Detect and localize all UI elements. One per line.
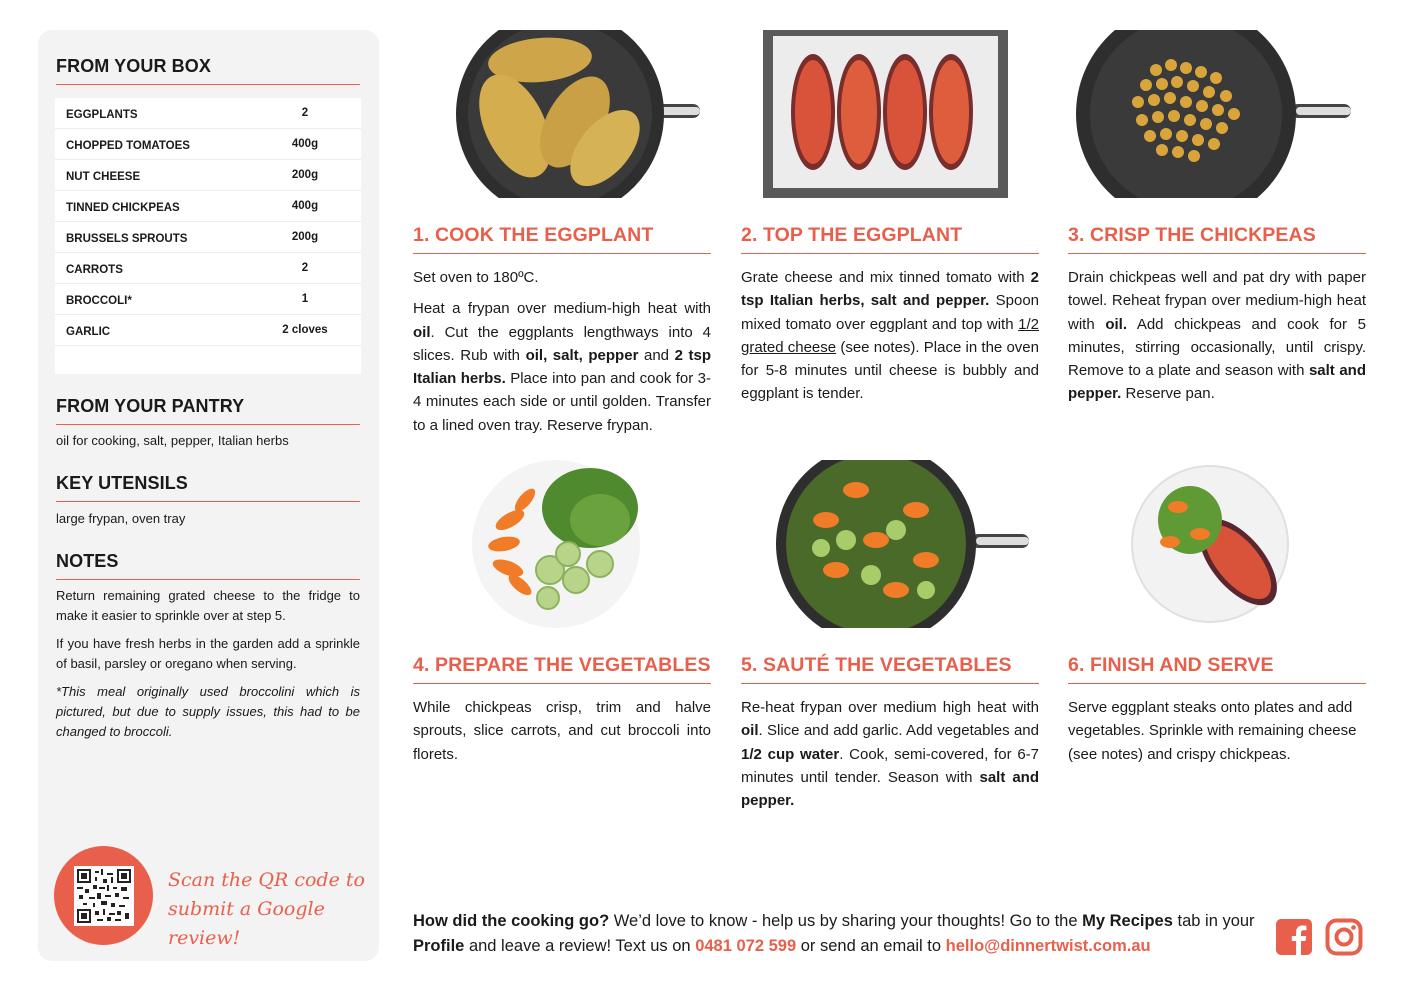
step-3-title: 3. CRISP THE CHICKPEAS — [1068, 224, 1366, 254]
step-4-body — [413, 696, 711, 774]
ingredient-name: BRUSSELS SPROUTS — [66, 233, 188, 245]
ingredient-qty: 2 — [301, 107, 309, 119]
step-1-title: 1. COOK THE EGGPLANT — [413, 224, 711, 254]
step-4-text: While chickpeas crisp, trim and halve sprouts, slice carrots, and cut broccoli into florets. — [413, 699, 711, 763]
profile-link[interactable]: Profile — [413, 937, 465, 955]
step-5-text: Re-heat frypan over medium high heat with oil. Slice and add garlic. Add vegetables and 1/2 cup water. Cook, semi-covered, for 6-7 minutes until tender. Season with salt and pepper. — [741, 699, 1040, 810]
ingredient-name: BROCCOLI* — [66, 295, 132, 307]
step-5-title: 5. SAUTÉ THE VEGETABLES — [741, 654, 1039, 684]
prepared-vegetables-photo — [470, 460, 642, 628]
finished-dish-photo — [1130, 462, 1290, 626]
facebook-icon[interactable] — [1275, 918, 1313, 956]
table-row — [55, 222, 361, 253]
ingredient-qty: 2 — [301, 262, 309, 274]
table-row — [55, 253, 361, 284]
note-paragraph: If you have fresh herbs in the garden add a sprinkle of basil, parsley or oregano when serving. — [56, 636, 360, 671]
step-1-text: Set oven to 180ºC. — [413, 269, 539, 286]
ingredient-qty: 1 — [301, 293, 309, 305]
utensils-text: large frypan, oven tray — [56, 511, 186, 526]
my-recipes-link[interactable]: My Recipes — [1082, 912, 1173, 930]
notes-body — [56, 586, 360, 750]
ingredient-name: GARLIC — [66, 326, 111, 338]
step-2-body — [741, 266, 1039, 414]
ingredient-name: NUT CHEESE — [66, 171, 141, 183]
topped-eggplant-tray-photo — [763, 30, 1008, 198]
ingredients-table — [55, 98, 361, 374]
step-3-text: Drain chickpeas well and pat dry with paper towel. Reheat frypan over medium-high heat with oil. Add chickpeas and cook for 5 minutes, stirring occasionally, until crispy. Remove to a plate and season with salt and pepper. Reserve pan. — [1068, 269, 1366, 403]
qr-review-text: Scan the QR code to submit a Google review! — [168, 869, 365, 949]
notes-title: NOTES — [56, 551, 360, 580]
step-6-text: Serve eggplant steaks onto plates and add vegetables. Sprinkle with remaining cheese (see notes) and crispy chickpeas. — [1068, 699, 1357, 763]
table-row — [55, 284, 361, 315]
step-5-body — [741, 696, 1039, 820]
feedback-footer: How did the cooking go? We’d love to know - help us by sharing your thoughts! Go to the My Recipes tab in your Profile and leave a review! Text us on 0481 072 599 or send an email to hello@dinnertwist.com.au — [413, 912, 1255, 955]
phone-link[interactable]: 0481 072 599 — [695, 937, 797, 955]
ingredient-name: CARROTS — [66, 264, 123, 276]
chickpeas-pan-photo — [1076, 30, 1356, 198]
note-paragraph: *This meal originally used broccolini which is pictured, but due to supply issues, this had to be changed to broccoli. — [56, 684, 360, 739]
ingredient-name: EGGPLANTS — [66, 109, 138, 121]
ingredient-qty: 400g — [291, 138, 319, 150]
step-4-title: 4. PREPARE THE VEGETABLES — [413, 654, 711, 684]
ingredient-qty: 400g — [291, 200, 319, 212]
ingredient-name: CHOPPED TOMATOES — [66, 140, 190, 152]
from-your-box-title: FROM YOUR BOX — [56, 56, 360, 85]
eggplant-pan-photo — [455, 30, 705, 198]
step-1-body — [413, 266, 711, 445]
step-6-body — [1068, 696, 1366, 774]
step-1-text: Heat a frypan over medium-high heat with oil. Cut the eggplants lengthways into 4 slices. Rub with oil, salt, pepper and 2 tsp Italian herbs. Place into pan and cook for 3-4 minutes each side or until golden. Transfer to a lined oven tray. Reserve frypan. — [413, 300, 711, 434]
note-paragraph: Return remaining grated cheese to the fridge to make it easier to sprinkle over at step 5. — [56, 588, 360, 623]
pantry-text: oil for cooking, salt, pepper, Italian herbs — [56, 433, 289, 448]
sauteed-vegetables-photo — [776, 460, 1031, 628]
ingredient-qty: 200g — [291, 231, 319, 243]
ingredients-sidebar — [38, 30, 379, 961]
step-6-title: 6. FINISH AND SERVE — [1068, 654, 1366, 684]
ingredient-qty: 200g — [291, 169, 319, 181]
ingredient-name: TINNED CHICKPEAS — [66, 202, 180, 214]
utensils-title: KEY UTENSILS — [56, 473, 360, 502]
step-3-body — [1068, 266, 1366, 414]
step-2-title: 2. TOP THE EGGPLANT — [741, 224, 1039, 254]
table-row — [55, 315, 361, 346]
step-2-text: Grate cheese and mix tinned tomato with 2 tsp Italian herbs, salt and pepper. Spoon mixed tomato over eggplant and top with 1/2 grated cheese (see notes). Place in the oven for 5-8 minutes until cheese is bubbly and eggplant is tender. — [741, 269, 1040, 403]
table-row — [55, 191, 361, 222]
qr-code-icon — [74, 866, 134, 926]
table-row — [55, 98, 361, 129]
pantry-title: FROM YOUR PANTRY — [56, 396, 360, 425]
qr-code-badge[interactable] — [54, 846, 153, 945]
instagram-icon[interactable] — [1325, 918, 1363, 956]
ingredient-qty: 2 cloves — [282, 324, 328, 336]
footer-question: How did the cooking go? — [413, 912, 610, 930]
table-row — [55, 160, 361, 191]
table-row — [55, 129, 361, 160]
email-link[interactable]: hello@dinnertwist.com.au — [945, 937, 1151, 955]
